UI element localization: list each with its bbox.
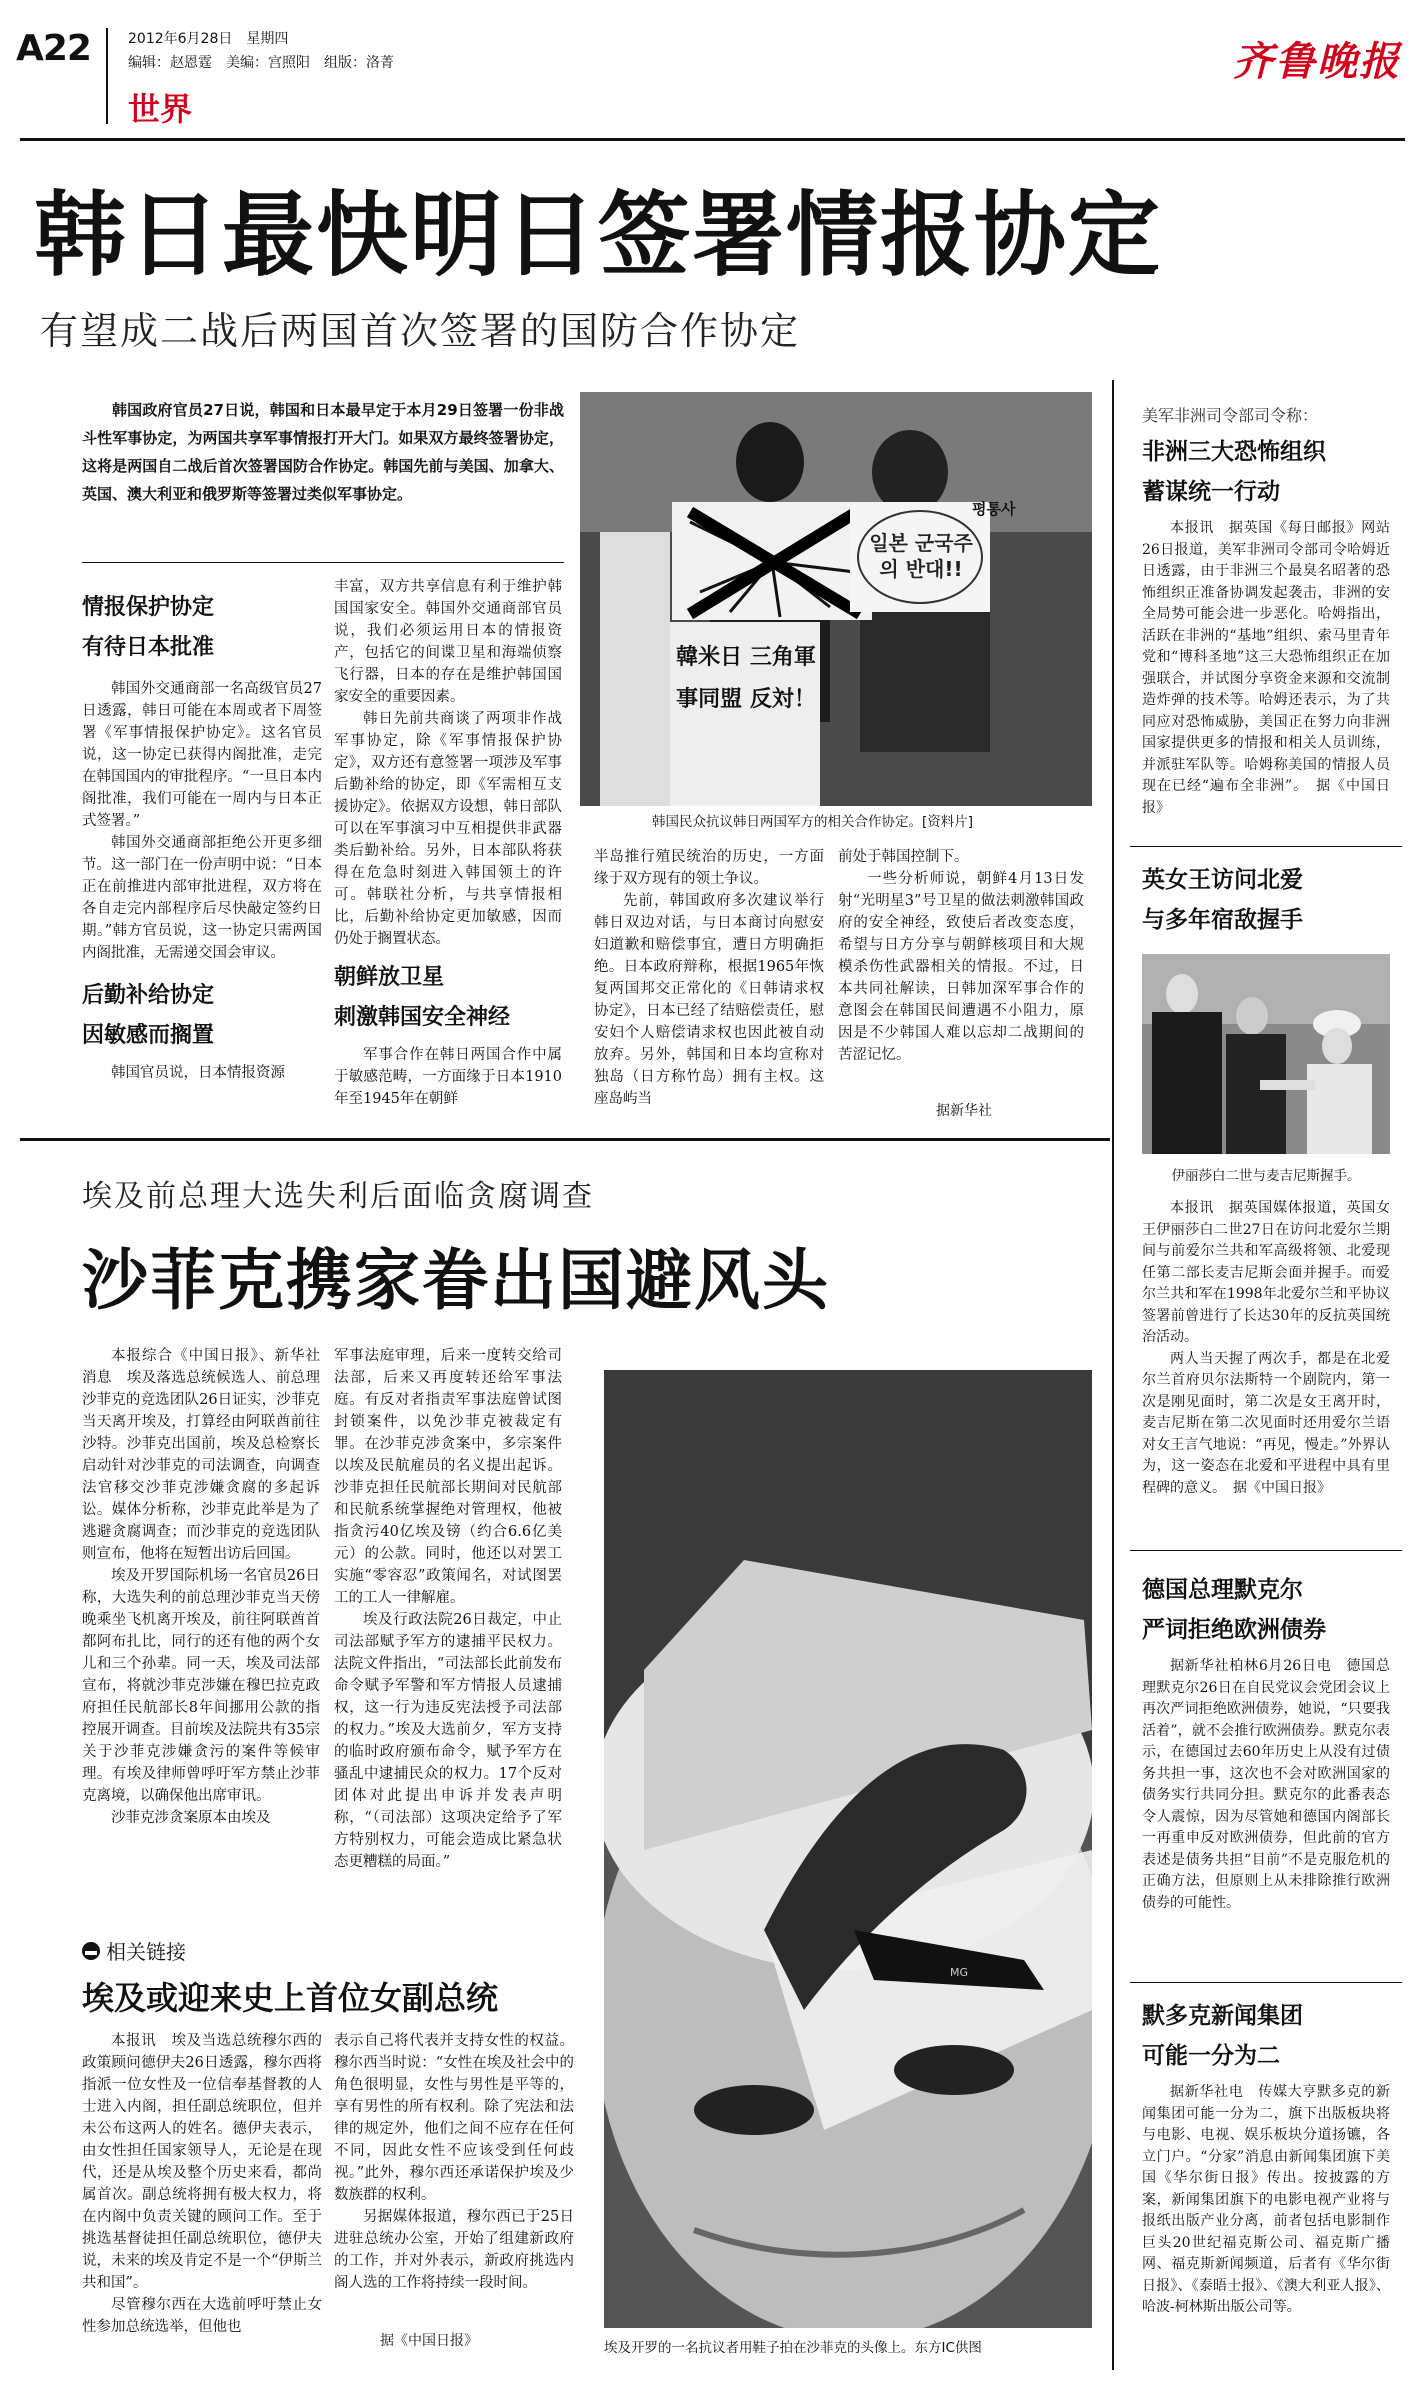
lead-source: 据新华社 [936, 1103, 992, 1119]
lead-col2-para3: 军事合作在韩日两国合作中属于敏感范畴，一方面缘于日本1910年至1945年在朝鲜 [334, 1047, 562, 1107]
sidebar-1-para1: 本报讯 据英国《每日邮报》网站26日报道，美军非洲司令部司令哈姆近日透露，由于非洲三个最臭名昭著的恐怖组织正准备协调发起袭击，非洲的安全局势可能会进一步恶化。哈姆指出，活跃在非洲的“基地”组织、索马里青年党和“博科圣地”这三大恐怖组织正在加强联合，并试图分享资金来源和交流制造炸弹的技术等。哈姆还表示，为了共同应对恐怖威胁，美国正在努力向非洲国家提供更多的情报和相关人员训练，并派驻军队等。哈姆称美国的情报人员现在已经“遍布全非洲”。 据《中国日报》 [1142, 520, 1390, 816]
egypt-col-2 [334, 1345, 562, 1873]
sidebar-3-headline-2: 严词拒绝欧洲债券 [1142, 1617, 1326, 1643]
sidebar-rule-3 [1130, 1982, 1402, 1983]
sidebar-4-headline-1: 默多克新闻集团 [1142, 2003, 1303, 2029]
related-col1-para1: 本报讯 埃及当选总统穆尔西的政策顾问德伊夫26日透露，穆尔西将指派一位女性及一位信奉基督教的人士进入内阁，担任副总统职位，但并未公布这两人的姓名。德伊夫表示，由女性担任国家领导人，无论是在现代，还是从埃及整个历史来看，都尚属首次。副总统将拥有极大权力，将在内阁中负责关键的顾问工作。至于挑选基督徒担任副总统职位，德伊夫说，未来的埃及肯定不是一个“伊斯兰共和国”。 [82, 2033, 322, 2291]
protest-sign-chinese: 韓米日 三角軍事同盟 反対！ [676, 644, 816, 712]
related-col-2 [334, 2030, 574, 2294]
subhead-3-line2: 刺激韩国安全神经 [334, 1005, 511, 1030]
related-source: 据《中国日报》 [380, 2333, 478, 2349]
related-link-label: 相关链接 [106, 1940, 186, 1964]
page-number: A22 [16, 28, 91, 69]
related-col2-para2: 另据媒体报道，穆尔西已于25日进驻总统办公室，开始了组建新政府的工作，并对外表示，新政府挑选内阁人选的工作将持续一段时间。 [334, 2209, 574, 2291]
shoe-brand: MG [950, 1966, 969, 1979]
masthead-divider [106, 28, 108, 124]
lead-headline: 韩日最快明日签署情报协定 [34, 182, 1163, 289]
sidebar-1-headline-1: 非洲三大恐怖组织 [1142, 439, 1326, 465]
paper-logo: 齐鲁晚报 [1233, 38, 1401, 85]
egypt-kicker: 埃及前总理大选失利后面临贪腐调查 [82, 1179, 594, 1214]
protest-sign-korean: 일본 군국주의 반대!! [869, 531, 973, 581]
egypt-headline: 沙菲克携家眷出国避风头 [82, 1242, 830, 1319]
egypt-col2-para1: 军事法庭审理，后来一度转交给司法部，后来又再度转还给军事法庭。有反对者指责军事法庭曾试图封锁案件，以免沙菲克被裁定有罪。在沙菲克涉贪案中，多宗案件以埃及民航雇员的名义提出起诉。沙菲克担任民航部长期间对民航部和民航系统掌握绝对管理权，他被指贪污40亿埃及镑（约合6.6亿美元）的公款。同时，他还以对罢工实施“零容忍”政策闻名，对试图罢工的工人一律解雇。 [334, 1348, 562, 1606]
lead-col4-para2: 一些分析师说，朝鲜4月13日发射“光明星3”号卫星的做法刺激韩国政府的安全神经，致使后者改变态度，希望与日方分享与朝鲜核项目和大规模杀伤性武器相关的情报。不过，日本共同社解读，日韩加深军事合作的意图会在韩国民间遭遇不小阻力，原因是不少韩国人难以忘却二战期间的苦涩记忆。 [838, 871, 1084, 1063]
section-label: 世界 [128, 90, 193, 128]
lead-col4-para1: 前处于韩国控制下。 [838, 849, 969, 865]
sidebar-rule-1 [1130, 846, 1402, 847]
lead-subheadline: 有望成二战后两国首次签署的国防合作协定 [40, 309, 801, 353]
sidebar-story-2 [1142, 860, 1390, 1499]
lead-col2-para1: 丰富，双方共享信息有利于维护韩国国家安全。韩国外交通商部官员说，我们必须运用日本的情报资产，包括它的间谍卫星和海端侦察飞行器，日本的存在是维护韩国国家安全的重要因素。 [334, 579, 562, 705]
lead-col-2 [334, 576, 562, 1110]
editor-credits: 编辑：赵恩霆 美编：宫照阳 组版：洛菁 [128, 55, 394, 71]
related-col2-para1: 表示自己将代表并支持女性的权益。穆尔西当时说：“女性在埃及社会中的角色很明显，女性与男性是平等的，享有男性的所有权利。除了宪法和法律的规定外，他们之间不应存在任何不同，因此女性不应该受到任何歧视。”此外，穆尔西还承诺保护埃及少数族群的权利。 [334, 2033, 574, 2203]
protest-sign-org: 평통사 [972, 500, 1016, 518]
sidebar-story-1 [1142, 404, 1390, 819]
protest-photo-graphic [580, 392, 1092, 806]
subhead-2-line2: 因敏感而搁置 [82, 1023, 215, 1048]
related-col1-para2: 尽管穆尔西在大选前呼吁禁止女性参加总统选举，但他也 [82, 2297, 322, 2335]
shafik-photo [604, 1370, 1092, 2328]
subhead-1-line2: 有待日本批准 [82, 635, 215, 660]
lead-col-1 [82, 588, 322, 1084]
protest-photo [580, 392, 1092, 806]
related-link-icon [82, 1942, 100, 1960]
sidebar-1-headline-2: 蓄谋统一行动 [1142, 479, 1280, 505]
sidebar-2-para2: 两人当天握了两次手，都是在北爱尔兰首府贝尔法斯特一个剧院内，第一次是刚见面时，第二次是女王离开时，麦吉尼斯在第二次见面时还用爱尔兰语对女王言气地说：“再见，慢走。”外界认为，这一姿态在北爱和平进程中具有里程碑的意义。 据《中国日报》 [1142, 1350, 1390, 1496]
queen-photo [1142, 954, 1390, 1154]
sidebar-4-para1: 据新华社电 传媒大亨默多克的新闻集团可能一分为二，旗下出版板块将与电影、电视、娱乐板块分道扬镳，各立门户。“分家”消息由新闻集团旗下美国《华尔街日报》传出。按披露的方案，新闻集团旗下的电影电视产业将与报纸出版产业分离，前者包括电影制作巨头20世纪福克斯公司、福克斯广播网、福克斯新闻频道，后者有《华尔街日报》、《泰晤士报》、《澳大利亚人报》、哈波-柯林斯出版公司等。 [1142, 2084, 1390, 2315]
related-link [82, 1936, 582, 2021]
sidebar-story-3 [1142, 1570, 1390, 1914]
subhead-3-line1: 朝鲜放卫星 [334, 965, 445, 990]
related-col-1 [82, 2030, 322, 2338]
egypt-col-1 [82, 1345, 320, 1829]
shafik-photo-caption: 埃及开罗的一名抗议者用鞋子拍在沙菲克的头像上。东方IC供图 [604, 2340, 982, 2356]
sidebar-rule [1112, 380, 1114, 2370]
lead-col-3 [594, 846, 824, 1110]
sidebar-1-kicker: 美军非洲司令部司令称： [1142, 406, 1319, 425]
queen-photo-graphic [1142, 954, 1390, 1154]
related-headline: 埃及或迎来史上首位女副总统 [82, 1979, 499, 2017]
lead-col3-para2: 先前，韩国政府多次建议举行韩日双边对话，与日本商讨向慰安妇道歉和赔偿事宜，遭日方明确拒绝。日本政府辩称，根据1965年恢复两国邦交正常化的《日韩请求权协定》，日本已经了结赔偿责任，慰安妇个人赔偿请求权也因此被自动放弃。另外，韩国和日本均宣称对独岛（日方称竹岛）拥有主权。这座岛屿当 [594, 893, 824, 1107]
lead-col1-para1: 韩国外交通商部一名高级官员27日透露，韩日可能在本周或者下周签署《军事情报保护协定》。这名官员说，这一协定已获得内阁批准，走完在韩国国内的审批程序。“一旦日本内阁批准，我们可能在一周内与日本正式签署。” [82, 681, 322, 829]
masthead-rule [20, 138, 1405, 141]
masthead [0, 0, 1417, 140]
subhead-1-line1: 情报保护协定 [82, 595, 215, 620]
lead-col1-para3: 韩国官员说，日本情报资源 [111, 1065, 285, 1081]
lead-col-4 [838, 846, 1084, 1066]
lead-col1-para2: 韩国外交通商部拒绝公开更多细节。这一部门在一份声明中说：“日本正在前推进内部审批进程，双方将在各自走完内部程序后尽快敲定签约日期。”韩方官员说，这一协定只需两国内阁批准，无需递交国会审议。 [82, 835, 322, 961]
sidebar-story-4 [1142, 1996, 1390, 2319]
intro-rule [82, 562, 564, 563]
subhead-2-line1: 后勤补给协定 [82, 983, 215, 1008]
issue-date: 2012年6月28日 星期四 [128, 31, 289, 47]
egypt-col1-para2: 埃及开罗国际机场一名官员26日称，大选失利的前总理沙菲克当天傍晚乘坐飞机离开埃及，前往阿联酋首都阿布扎比，同行的还有他的两个女儿和三个孙辈。同一天，埃及司法部宣布，将就沙菲克涉嫌在穆巴拉克政府担任民航部长8年间挪用公款的指控展开调查。目前埃及法院共有35宗关于沙菲克涉嫌贪污的案件等候审理。有埃及律师曾呼吁军方禁止沙菲克离境，以确保他出席审讯。 [82, 1568, 320, 1804]
sidebar-rule-2 [1130, 1550, 1402, 1551]
egypt-col1-para3: 沙菲克涉贪案原本由埃及 [111, 1810, 271, 1826]
egypt-col2-para2: 埃及行政法院26日裁定，中止司法部赋予军方的逮捕平民权力。法院文件指出，“司法部长此前发布命令赋予军警和军方情报人员逮捕权，这一行为违反宪法授予司法部的权力。”埃及大选前夕，军方支持的临时政府颁布命令，赋予军方在骚乱中逮捕民众的权力。17个反对团体对此提出申诉并发表声明称，“（司法部）这项决定给予了军方特别权力，可能会造成比紧急状态更糟糕的局面。” [334, 1612, 562, 1870]
sidebar-4-headline-2: 可能一分为二 [1142, 2043, 1280, 2069]
sidebar-3-para1: 据新华社柏林6月26日电 德国总理默克尔26日在自民党议会党团会议上再次严词拒绝欧洲债券，她说，“只要我活着”，就不会推行欧洲债券。默克尔表示，在德国过去60年历史上从没有过债务共担一事，这次也不会对欧洲国家的债务实行共同分担。默克尔的此番表态令人震惊，因为尽管她和德国内阁部长一再重申反对欧洲债券，但此前的官方表述是债务共担“目前”不是克服危机的正确方法，但原则上从未排除推行欧洲债券的可能性。 [1142, 1658, 1390, 1911]
sidebar-2-para1: 本报讯 据英国媒体报道，英国女王伊丽莎白二世27日在访问北爱尔兰期间与前爱尔兰共和军高级将领、北爱现任第二部长麦吉尼斯会面并握手。而爱尔兰共和军在1998年北爱尔兰和平协议签署前曾进行了长达30年的反抗英国统治活动。 [1142, 1200, 1390, 1345]
lead-col3-para1: 半岛推行殖民统治的历史，一方面缘于双方现有的领土争议。 [594, 849, 824, 887]
lead-intro: 韩国政府官员27日说，韩国和日本最早定于本月29日签署一份非战斗性军事协定，为两国共享军事情报打开大门。如果双方最终签署协定，这将是两国自二战后首次签署国防合作协定。韩国先前与美国、加拿大、英国、澳大利亚和俄罗斯等签署过类似军事协定。 [82, 401, 564, 503]
lead-bottom-rule [20, 1138, 1110, 1141]
sidebar-2-headline-1: 英女王访问北爱 [1142, 867, 1303, 893]
sidebar-3-headline-1: 德国总理默克尔 [1142, 1577, 1303, 1603]
shafik-photo-graphic [604, 1370, 1092, 2328]
egypt-col1-para1: 本报综合《中国日报》、新华社消息 埃及落选总统候选人、前总理沙菲克的竞选团队26日证实，沙菲克当天离开埃及，打算经由阿联酋前往沙特。沙菲克出国前，埃及总检察长启动针对沙菲克的司法调查，向调查法官移交沙菲克涉嫌贪腐的多起诉讼。媒体分析称，沙菲克此举是为了逃避贪腐调查；而沙菲克的竞选团队则宣布，他将在短暂出访后回国。 [82, 1348, 320, 1562]
lead-col2-para2: 韩日先前共商谈了两项非作战军事协定，除《军事情报保护协定》，双方还有意签署一项涉及军事后勤补给的协定，即《军需相互支援协定》。依据双方设想，韩日部队可以在军事演习中互相提供非武器类后勤补给。另外，日本部队将获得在危急时刻进入韩国领土的许可。韩联社分析，与共享情报相比，后勤补给协定更加敏感，因而仍处于搁置状态。 [334, 711, 562, 947]
protest-photo-caption: 韩国民众抗议韩日两国军方的相关合作协定。[资料片] [652, 814, 974, 830]
queen-photo-caption: 伊丽莎白二世与麦吉尼斯握手。 [1171, 1168, 1361, 1184]
sidebar-2-headline-2: 与多年宿敌握手 [1142, 907, 1303, 933]
